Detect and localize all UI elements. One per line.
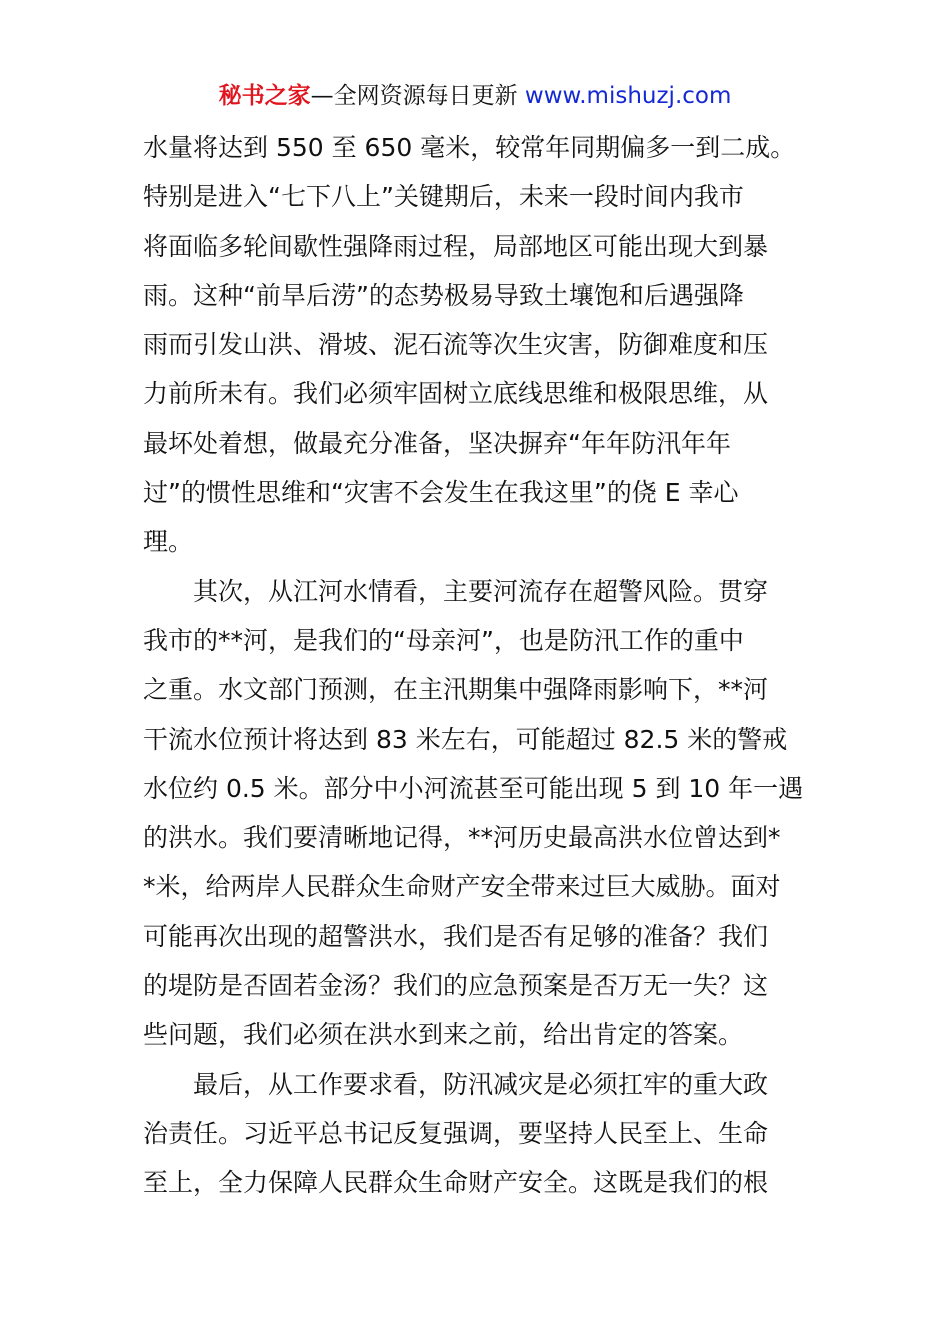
text-line: 力前所未有。我们必须牢固树立底线思维和极限思维，从	[143, 379, 769, 409]
text-line: 水量将达到 550 至 650 毫米，较常年同期偏多一到二成。	[143, 133, 796, 162]
text-line: 的堤防是否固若金汤？我们的应急预案是否万无一失？这	[143, 971, 769, 1001]
text-line: 过”的惯性思维和“灾害不会发生在我这里”的侥 E 幸心	[143, 478, 739, 508]
text-line: 之重。水文部门预测，在主汛期集中强降雨影响下，**河	[143, 675, 769, 705]
site-tagline: —全网资源每日更新	[310, 83, 525, 109]
text-line: 可能再次出现的超警洪水，我们是否有足够的准备？我们	[143, 921, 769, 951]
text-line: 理。	[143, 527, 194, 557]
text-line: *米，给两岸人民群众生命财产安全带来过巨大威胁。面对	[143, 872, 781, 902]
document-body	[143, 123, 807, 1208]
text-line: 雨而引发山洪、滑坡、泥石流等次生灾害，防御难度和压	[143, 330, 769, 360]
text-line: 特别是进入“七下八上”关键期后，未来一段时间内我市	[143, 182, 744, 212]
site-url-link[interactable]: www.mishuzj.com	[524, 83, 732, 109]
paragraph-first-line: 其次，从江河水情看，主要河流存在超警风险。贯穿	[193, 576, 769, 606]
text-line: 至上，全力保障人民群众生命财产安全。这既是我们的根	[143, 1168, 769, 1198]
site-brand: 秘书之家	[218, 83, 311, 109]
text-line: 最坏处着想，做最充分准备，坚决摒弃“年年防汛年年	[143, 428, 731, 458]
text-line: 治责任。习近平总书记反复强调，要坚持人民至上、生命	[143, 1118, 769, 1148]
paragraph-first-line: 最后，从工作要求看，防汛减灾是必须扛牢的重大政	[193, 1069, 769, 1099]
text-line: 些问题，我们必须在洪水到来之前，给出肯定的答案。	[143, 1020, 744, 1050]
text-line: 水位约 0.5 米。部分中小河流甚至可能出现 5 到 10 年一遇	[143, 773, 804, 803]
text-line: 将面临多轮间歇性强降雨过程，局部地区可能出现大到暴	[143, 231, 769, 261]
text-line: 我市的**河，是我们的“母亲河”，也是防汛工作的重中	[143, 625, 744, 655]
text-line: 干流水位预计将达到 83 米左右，可能超过 82.5 米的警戒	[143, 724, 788, 754]
text-line: 雨。这种“前旱后涝”的态势极易导致土壤饱和后遇强降	[143, 280, 744, 310]
page-header	[0, 80, 950, 112]
text-line: 的洪水。我们要清晰地记得，**河历史最高洪水位曾达到*	[143, 823, 781, 853]
